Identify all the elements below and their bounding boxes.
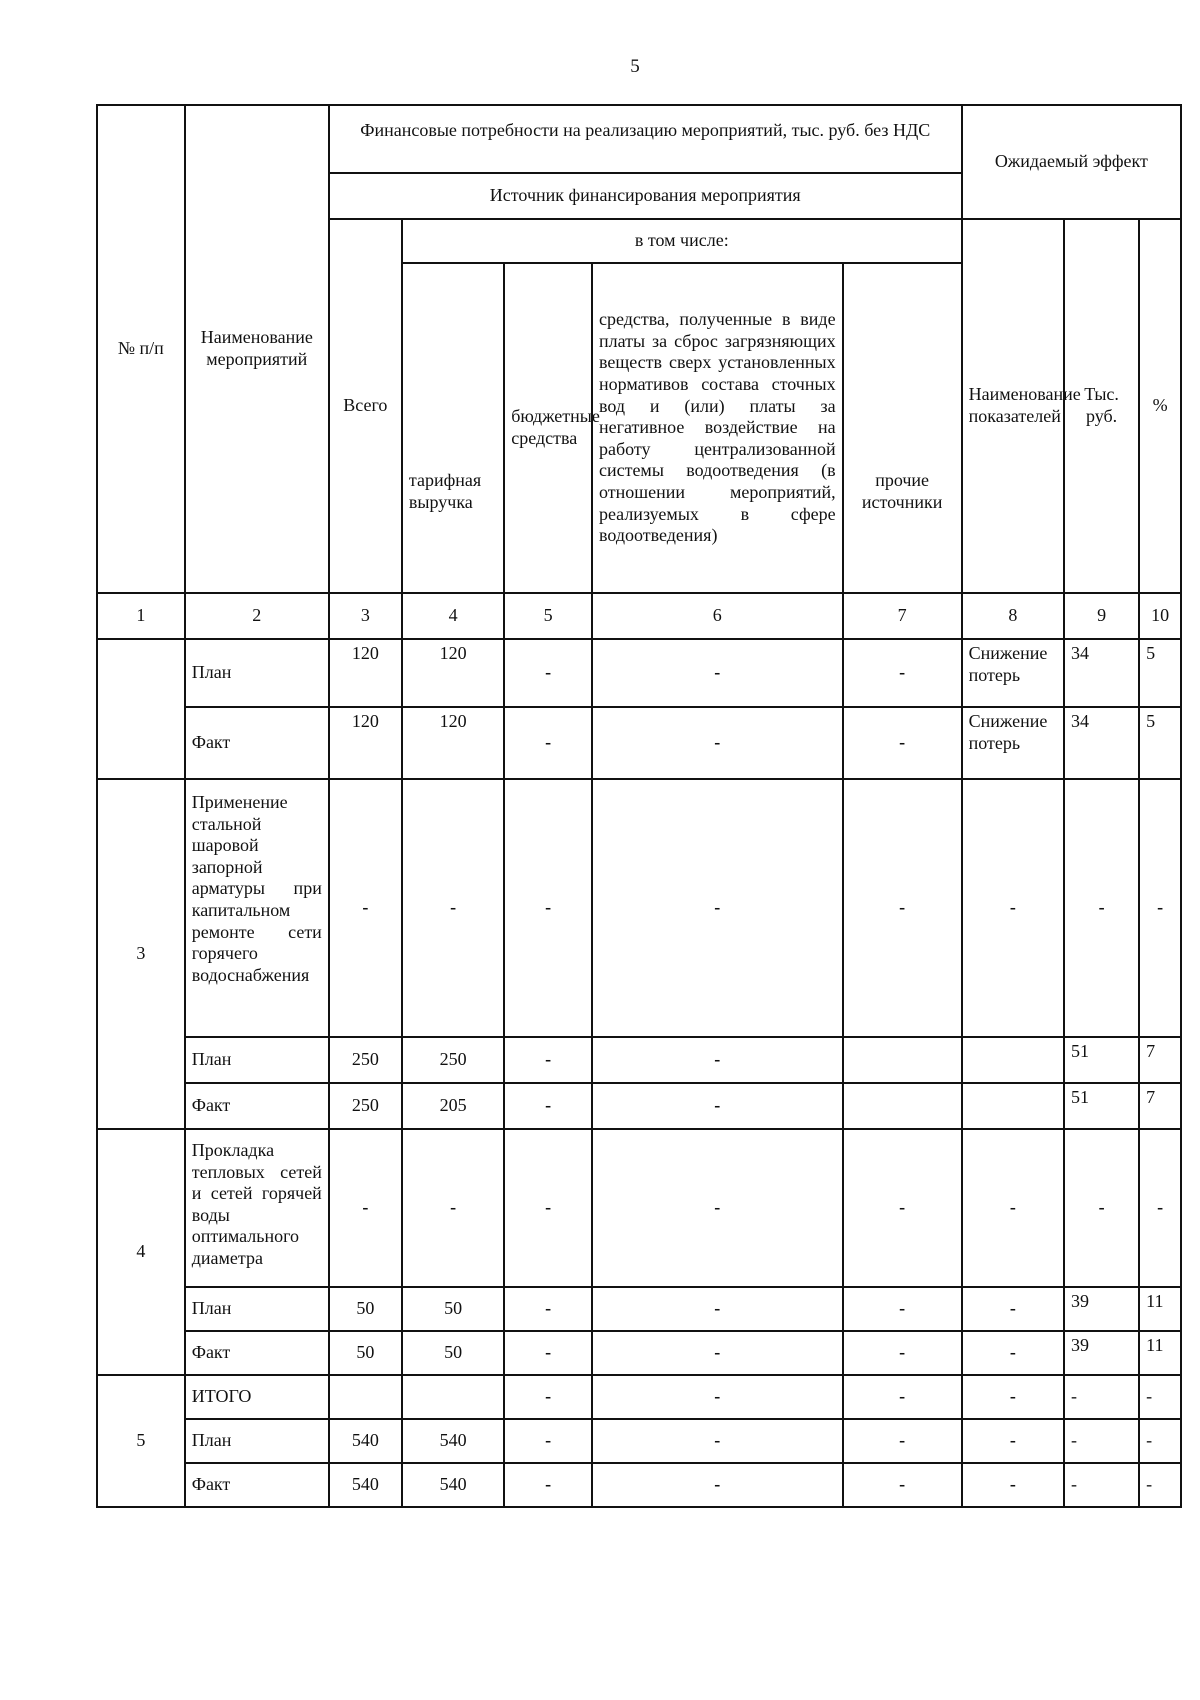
cell-budget: - [504, 639, 592, 707]
row-number: 4 [97, 1129, 185, 1375]
cell-budget: - [504, 1331, 592, 1375]
page-number: 5 [630, 56, 640, 77]
cell-total: 250 [329, 1083, 402, 1129]
cell-total [329, 1375, 402, 1419]
cell-budget: - [504, 779, 592, 1037]
cell-total: 540 [329, 1463, 402, 1507]
cell-tariff: 50 [402, 1331, 504, 1375]
cell-percent: 11 [1139, 1287, 1181, 1331]
col-number: 8 [962, 593, 1064, 639]
cell-indicator: - [962, 779, 1064, 1037]
cell-thousand-rub: - [1064, 1375, 1139, 1419]
cell-tariff: - [402, 1129, 504, 1287]
cell-indicator: - [962, 1463, 1064, 1507]
cell-other: - [843, 1287, 962, 1331]
cell-percent: 7 [1139, 1083, 1181, 1129]
cell-thousand-rub: 51 [1064, 1037, 1139, 1083]
table-row [97, 1419, 1181, 1463]
header-num: № п/п [97, 105, 185, 593]
cell-other [843, 1037, 962, 1083]
col-number: 4 [402, 593, 504, 639]
cell-thousand-rub: 39 [1064, 1287, 1139, 1331]
cell-fees: - [592, 1419, 843, 1463]
cell-other: - [843, 1463, 962, 1507]
cell-percent: - [1139, 1463, 1181, 1507]
measure-name: Прокладка тепловых сетей и сетей горячей воды оптимального диаметра [185, 1129, 329, 1287]
cell-budget: - [504, 1375, 592, 1419]
cell-total: 120 [329, 707, 402, 779]
cell-indicator: Снижение потерь [962, 639, 1064, 707]
col-number: 1 [97, 593, 185, 639]
table-row [97, 639, 1181, 707]
table-row [97, 1129, 1181, 1287]
row-number: 5 [97, 1375, 185, 1507]
measure-name: Применение стальной шаровой запорной арматуры при капитальном ремонте сети горячего водоснабжения [185, 779, 329, 1037]
cell-total: - [329, 1129, 402, 1287]
cell-indicator: - [962, 1331, 1064, 1375]
table-row [97, 1463, 1181, 1507]
cell-total: 50 [329, 1287, 402, 1331]
cell-fees: - [592, 1083, 843, 1129]
cell-tariff: 205 [402, 1083, 504, 1129]
col-number: 5 [504, 593, 592, 639]
table-row [97, 1037, 1181, 1083]
col-number: 10 [1139, 593, 1181, 639]
cell-tariff: - [402, 779, 504, 1037]
cell-tariff: 120 [402, 707, 504, 779]
header-thousand-rub: Тыс. руб. [1064, 219, 1139, 593]
header-indicator-name: Наименование показателей [962, 219, 1064, 593]
cell-other: - [843, 639, 962, 707]
header-total: Всего [329, 219, 402, 593]
cell-fees: - [592, 779, 843, 1037]
cell-indicator: - [962, 1419, 1064, 1463]
cell-fees: - [592, 1287, 843, 1331]
cell-total: - [329, 779, 402, 1037]
row-label: Факт [185, 707, 329, 779]
row-number [97, 639, 185, 779]
cell-thousand-rub: 34 [1064, 707, 1139, 779]
cell-total: 120 [329, 639, 402, 707]
row-label: Факт [185, 1331, 329, 1375]
cell-thousand-rub: - [1064, 1129, 1139, 1287]
cell-thousand-rub: 39 [1064, 1331, 1139, 1375]
cell-other: - [843, 707, 962, 779]
row-label: План [185, 1419, 329, 1463]
cell-indicator: - [962, 1287, 1064, 1331]
table-row [97, 1287, 1181, 1331]
cell-indicator: Снижение потерь [962, 707, 1064, 779]
cell-total: 50 [329, 1331, 402, 1375]
cell-fees: - [592, 1463, 843, 1507]
cell-tariff [402, 1375, 504, 1419]
cell-thousand-rub: 34 [1064, 639, 1139, 707]
header-funding-source: Источник финансирования мероприятия [329, 173, 962, 219]
cell-tariff: 120 [402, 639, 504, 707]
measures-financing-table [96, 104, 1182, 1508]
cell-budget: - [504, 1419, 592, 1463]
cell-thousand-rub: - [1064, 779, 1139, 1037]
col-number: 2 [185, 593, 329, 639]
cell-percent: 5 [1139, 707, 1181, 779]
header-including: в том числе: [402, 219, 962, 263]
col-number: 7 [843, 593, 962, 639]
cell-other: - [843, 779, 962, 1037]
table-row [97, 1083, 1181, 1129]
header-name: Наименование мероприятий [185, 105, 329, 593]
cell-fees: - [592, 639, 843, 707]
row-label: Факт [185, 1463, 329, 1507]
cell-percent: 7 [1139, 1037, 1181, 1083]
cell-other: - [843, 1419, 962, 1463]
cell-fees: - [592, 1037, 843, 1083]
table-row [97, 1331, 1181, 1375]
cell-fees: - [592, 707, 843, 779]
cell-budget: - [504, 707, 592, 779]
cell-fees: - [592, 1129, 843, 1287]
cell-percent: 5 [1139, 639, 1181, 707]
cell-tariff: 540 [402, 1419, 504, 1463]
cell-percent: - [1139, 1375, 1181, 1419]
cell-other [843, 1083, 962, 1129]
header-financial-needs: Финансовые потребности на реализацию мероприятий, тыс. руб. без НДС [329, 105, 962, 173]
cell-thousand-rub: - [1064, 1419, 1139, 1463]
cell-budget: - [504, 1037, 592, 1083]
cell-budget: - [504, 1083, 592, 1129]
col-number: 6 [592, 593, 843, 639]
cell-other: - [843, 1129, 962, 1287]
cell-total: 540 [329, 1419, 402, 1463]
cell-fees: - [592, 1331, 843, 1375]
header-fees: средства, полученные в виде платы за сброс загрязняющих веществ сверх установленных нормативов состава сточных вод и (или) платы за негативное воздействие на работу централизованной системы водоотведения (в отношении мероприятий, реализуемых в сфере водоотведения) [592, 263, 843, 593]
header-expected-effect: Ожидаемый эффект [962, 105, 1181, 219]
table-row [97, 779, 1181, 1037]
cell-fees: - [592, 1375, 843, 1419]
cell-percent: - [1139, 1129, 1181, 1287]
cell-other: - [843, 1331, 962, 1375]
header-other-sources: прочие источники [843, 263, 962, 593]
row-label: ИТОГО [185, 1375, 329, 1419]
cell-indicator [962, 1037, 1064, 1083]
header-percent: % [1139, 219, 1181, 593]
cell-indicator [962, 1083, 1064, 1129]
cell-tariff: 250 [402, 1037, 504, 1083]
cell-thousand-rub: - [1064, 1463, 1139, 1507]
col-number: 9 [1064, 593, 1139, 639]
header-budget-funds: бюджетные средства [504, 263, 592, 593]
cell-budget: - [504, 1463, 592, 1507]
cell-percent: 11 [1139, 1331, 1181, 1375]
row-label: Факт [185, 1083, 329, 1129]
row-label: План [185, 639, 329, 707]
cell-total: 250 [329, 1037, 402, 1083]
row-label: План [185, 1037, 329, 1083]
cell-budget: - [504, 1129, 592, 1287]
row-label: План [185, 1287, 329, 1331]
cell-indicator: - [962, 1375, 1064, 1419]
table-row [97, 707, 1181, 779]
header-tariff-revenue: тарифная выручка [402, 263, 504, 593]
row-number: 3 [97, 779, 185, 1129]
col-number: 3 [329, 593, 402, 639]
cell-percent: - [1139, 1419, 1181, 1463]
cell-indicator: - [962, 1129, 1064, 1287]
cell-thousand-rub: 51 [1064, 1083, 1139, 1129]
cell-percent: - [1139, 779, 1181, 1037]
cell-budget: - [504, 1287, 592, 1331]
table-row [97, 1375, 1181, 1419]
cell-tariff: 50 [402, 1287, 504, 1331]
cell-tariff: 540 [402, 1463, 504, 1507]
cell-other: - [843, 1375, 962, 1419]
